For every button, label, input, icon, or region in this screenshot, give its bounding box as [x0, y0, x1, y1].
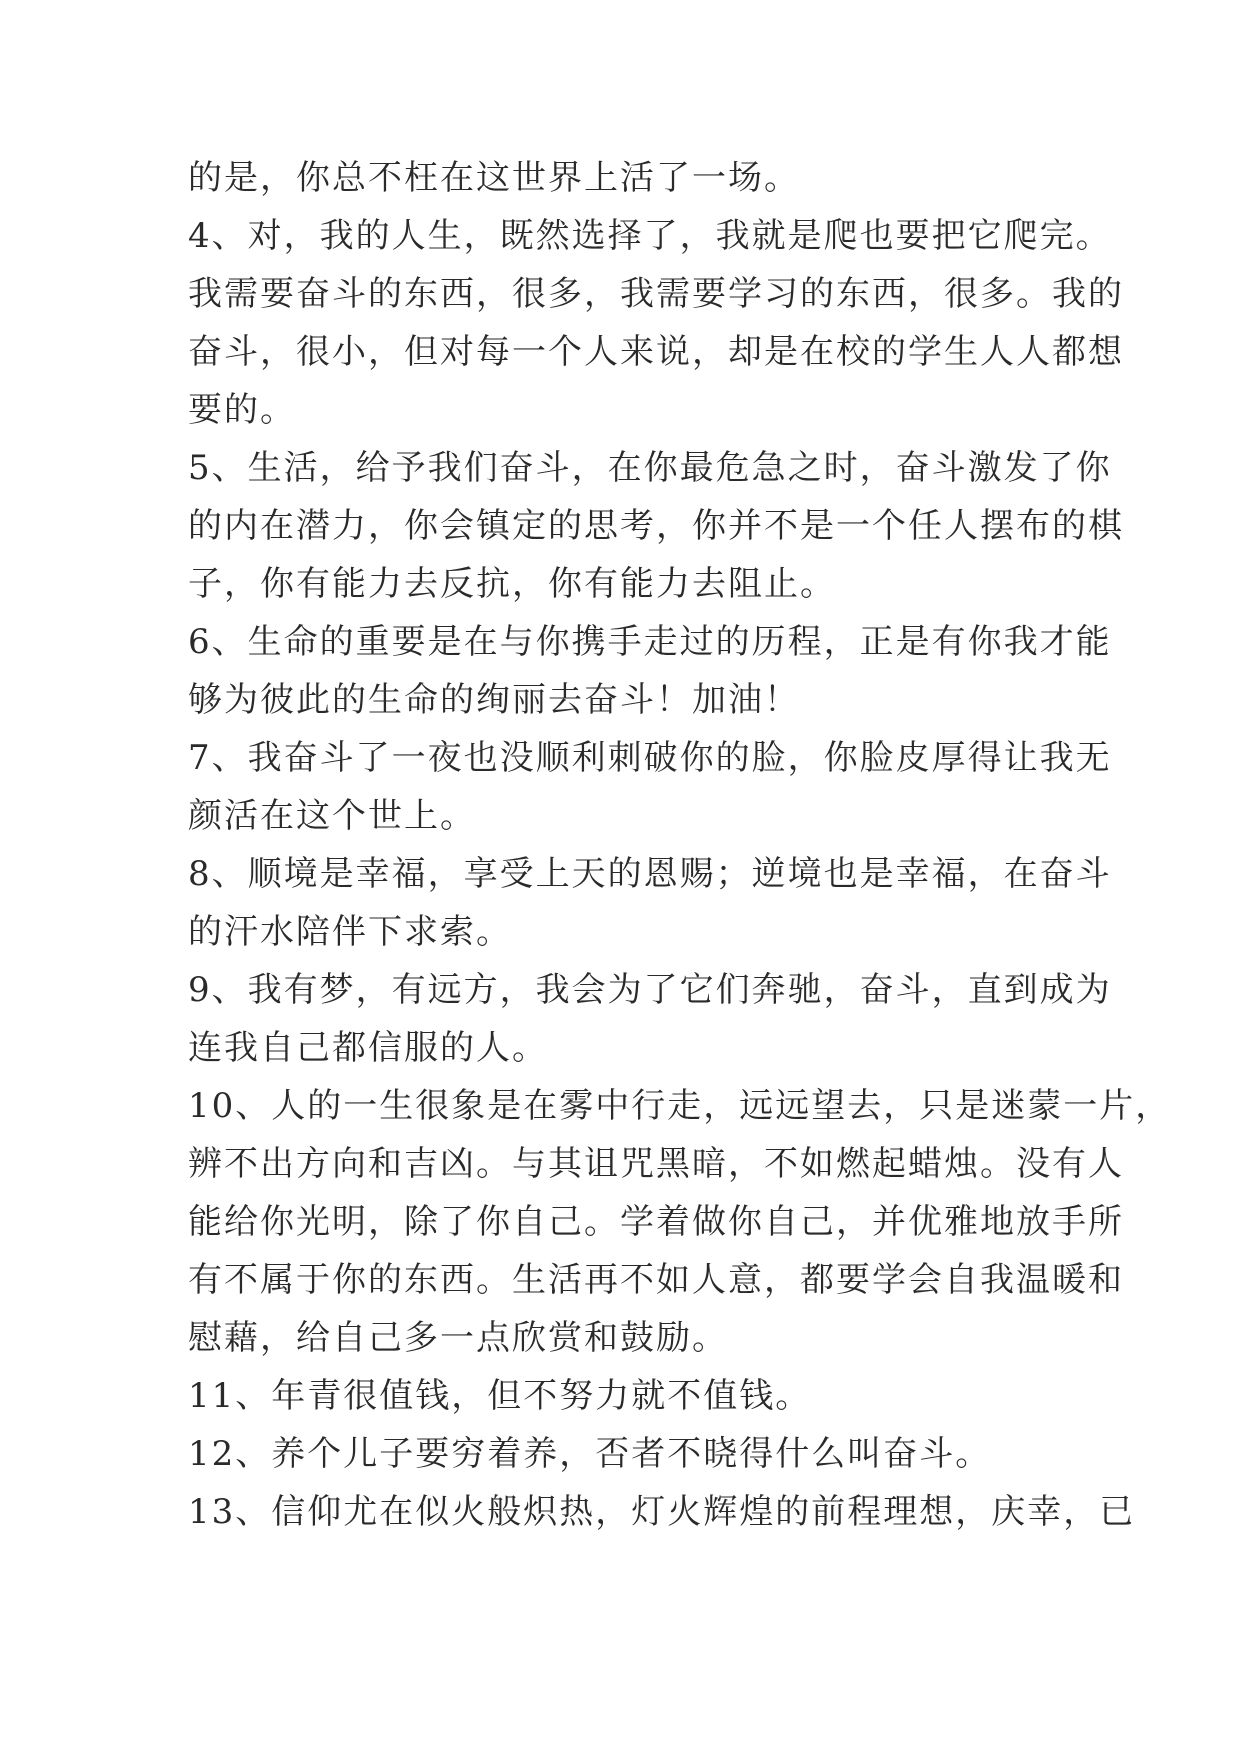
text-line: 颜活在这个世上。	[188, 796, 476, 836]
text-line: 的内在潜力，你会镇定的思考，你并不是一个任人摆布的棋	[188, 506, 1124, 546]
text-line: 13、信仰尤在似火般炽热，灯火辉煌的前程理想，庆幸，已	[188, 1492, 1136, 1532]
text-line: 12、养个儿子要穷着养，否者不晓得什么叫奋斗。	[188, 1434, 992, 1474]
text-line: 的是，你总不枉在这世界上活了一场。	[188, 158, 800, 198]
text-line: 5、生活，给予我们奋斗，在你最危急之时，奋斗激发了你	[188, 448, 1112, 488]
text-line: 我需要奋斗的东西，很多，我需要学习的东西，很多。我的	[188, 274, 1124, 314]
text-line: 10、人的一生很象是在雾中行走，远远望去，只是迷蒙一片，	[188, 1086, 1172, 1126]
text-line: 连我自己都信服的人。	[188, 1028, 548, 1068]
text-line: 4、对，我的人生，既然选择了，我就是爬也要把它爬完。	[188, 216, 1112, 256]
text-line: 的汗水陪伴下求索。	[188, 912, 512, 952]
text-line: 11、年青很值钱，但不努力就不值钱。	[188, 1376, 812, 1416]
text-line: 子，你有能力去反抗，你有能力去阻止。	[188, 564, 836, 604]
text-line: 能给你光明，除了你自己。学着做你自己，并优雅地放手所	[188, 1202, 1124, 1242]
text-line: 要的。	[188, 390, 296, 430]
text-line: 慰藉，给自己多一点欣赏和鼓励。	[188, 1318, 728, 1358]
text-line: 辨不出方向和吉凶。与其诅咒黑暗，不如燃起蜡烛。没有人	[188, 1144, 1124, 1184]
text-line: 7、我奋斗了一夜也没顺利刺破你的脸，你脸皮厚得让我无	[188, 738, 1112, 778]
text-line: 奋斗，很小，但对每一个人来说，却是在校的学生人人都想	[188, 332, 1124, 372]
text-line: 8、顺境是幸福，享受上天的恩赐；逆境也是幸福，在奋斗	[188, 854, 1112, 894]
text-line: 9、我有梦，有远方，我会为了它们奔驰，奋斗，直到成为	[188, 970, 1112, 1010]
text-line: 6、生命的重要是在与你携手走过的历程，正是有你我才能	[188, 622, 1112, 662]
text-line: 有不属于你的东西。生活再不如人意，都要学会自我温暖和	[188, 1260, 1124, 1300]
text-line: 够为彼此的生命的绚丽去奋斗！加油！	[188, 680, 800, 720]
